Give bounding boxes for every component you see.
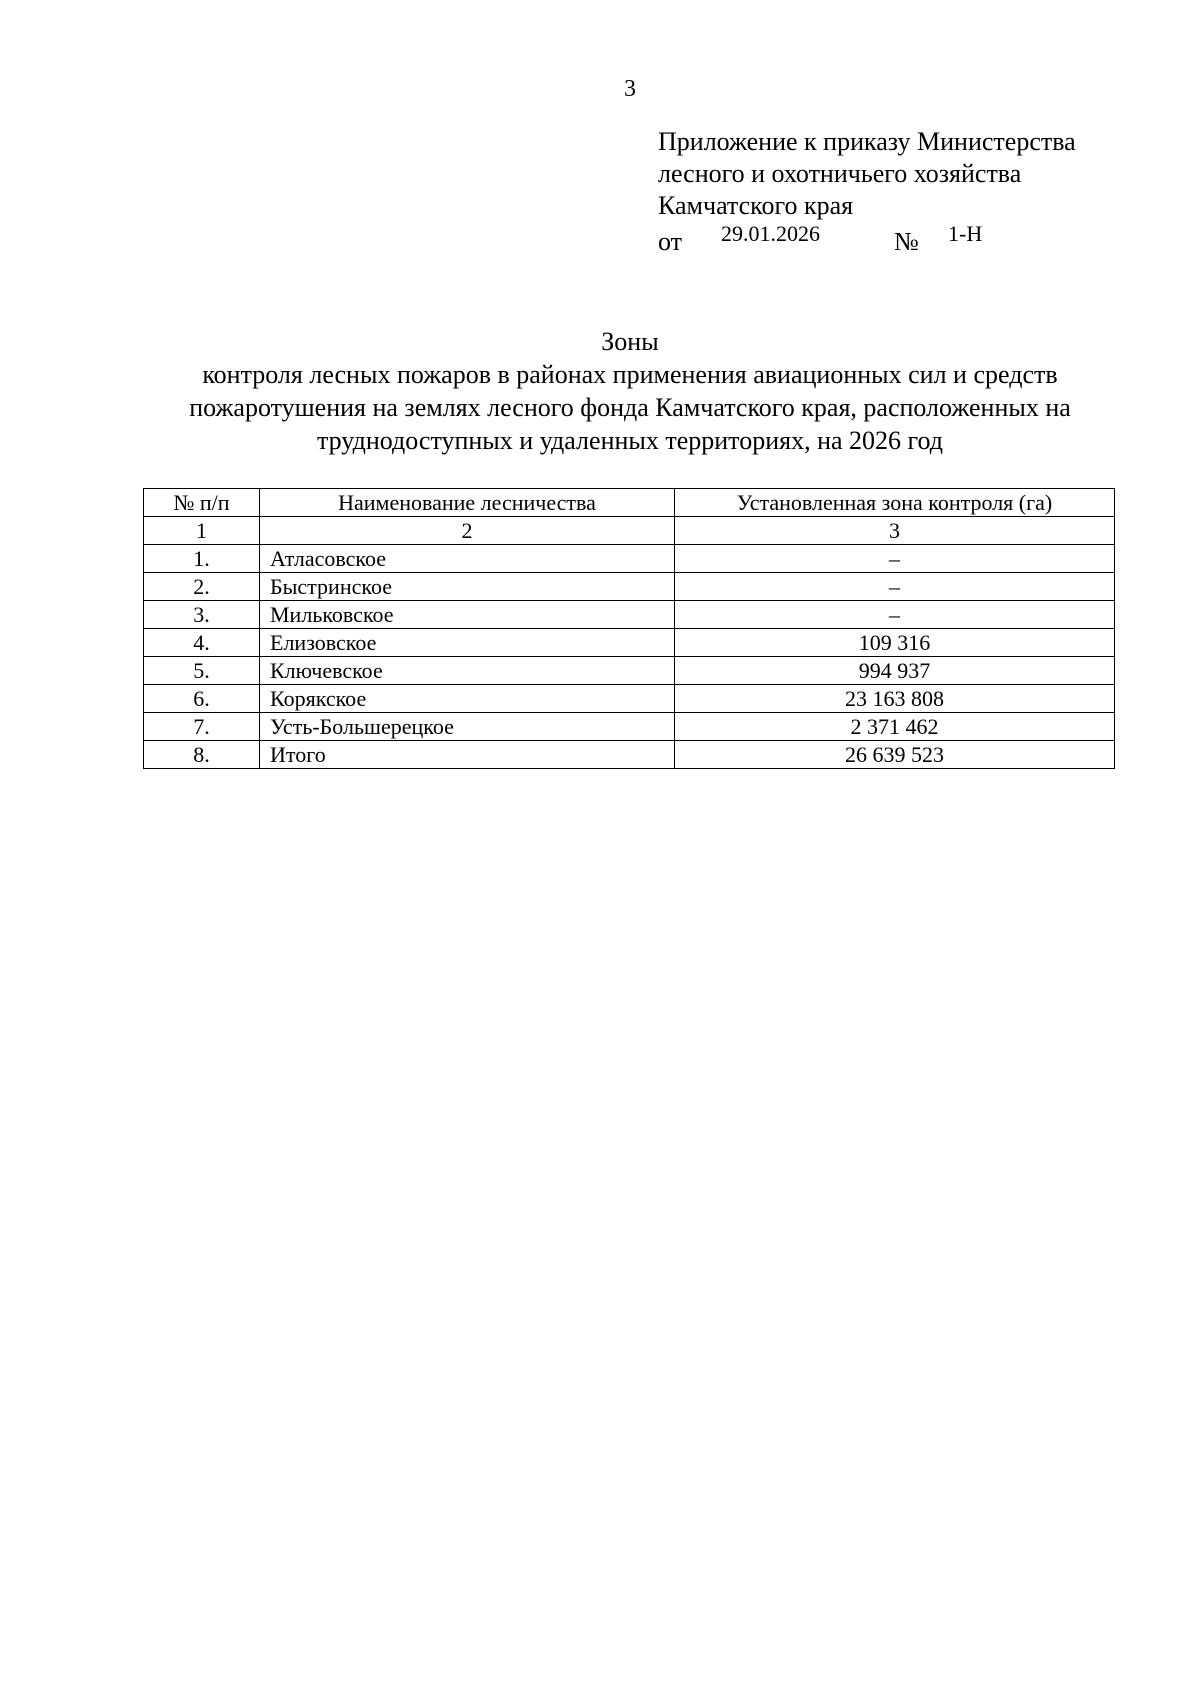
control-zone-area: 2 371 462: [675, 713, 1115, 741]
number-sign: №: [894, 227, 919, 256]
appendix-block: [658, 126, 1076, 256]
forestry-name: Усть-Большерецкое: [260, 713, 675, 741]
table-row: [144, 685, 1115, 713]
row-number: 7.: [144, 713, 260, 741]
row-number: 5.: [144, 657, 260, 685]
table-total-row: [144, 741, 1115, 769]
title-line: Зоны: [601, 327, 659, 356]
column-number: 2: [260, 517, 675, 545]
title-line: пожаротушения на землях лесного фонда Камчатского края, расположенных на: [189, 393, 1071, 422]
order-reference: [658, 222, 1076, 256]
row-number: 6.: [144, 685, 260, 713]
table-row: [144, 713, 1115, 741]
table-row: [144, 573, 1115, 601]
title-line: труднодоступных и удаленных территориях, на 2026 год: [316, 426, 944, 455]
table-row: [144, 657, 1115, 685]
total-area: 26 639 523: [675, 741, 1115, 769]
control-zone-area: 109 316: [675, 629, 1115, 657]
row-number: 2.: [144, 573, 260, 601]
forestry-name: Мильковское: [260, 601, 675, 629]
control-zone-area: –: [675, 545, 1115, 573]
control-zone-area: –: [675, 573, 1115, 601]
control-zone-area: 23 163 808: [675, 685, 1115, 713]
control-zone-area: 994 937: [675, 657, 1115, 685]
from-label: от: [658, 227, 683, 256]
control-zone-area: –: [675, 601, 1115, 629]
forestry-name: Быстринское: [260, 573, 675, 601]
table-row: [144, 545, 1115, 573]
forestry-name: Корякское: [260, 685, 675, 713]
order-date: 29.01.2026: [721, 221, 820, 246]
column-number-row: [144, 517, 1115, 545]
table-row: [144, 601, 1115, 629]
order-number: 1-Н: [948, 221, 983, 246]
header-number: № п/п: [144, 489, 260, 517]
appendix-line: Приложение к приказу Министерства: [658, 127, 1076, 156]
table-row: [144, 629, 1115, 657]
forestry-name: Атласовское: [260, 545, 675, 573]
appendix-line: Камчатского края: [658, 191, 854, 220]
table-header-row: [144, 489, 1115, 517]
row-number: 1.: [144, 545, 260, 573]
forestry-name: Ключевское: [260, 657, 675, 685]
zones-table: [143, 488, 1115, 769]
column-number: 3: [675, 517, 1115, 545]
column-number: 1: [144, 517, 260, 545]
document-title: [130, 325, 1130, 457]
row-number: 3.: [144, 601, 260, 629]
header-forestry-name: Наименование лесничества: [260, 489, 675, 517]
header-control-zone: Установленная зона контроля (га): [675, 489, 1115, 517]
page-number: 3: [624, 76, 636, 102]
row-number: 8.: [144, 741, 260, 769]
title-line: контроля лесных пожаров в районах применения авиационных сил и средств: [202, 360, 1058, 389]
row-number: 4.: [144, 629, 260, 657]
total-label: Итого: [260, 741, 675, 769]
forestry-name: Елизовское: [260, 629, 675, 657]
appendix-line: лесного и охотничьего хозяйства: [658, 159, 1022, 188]
